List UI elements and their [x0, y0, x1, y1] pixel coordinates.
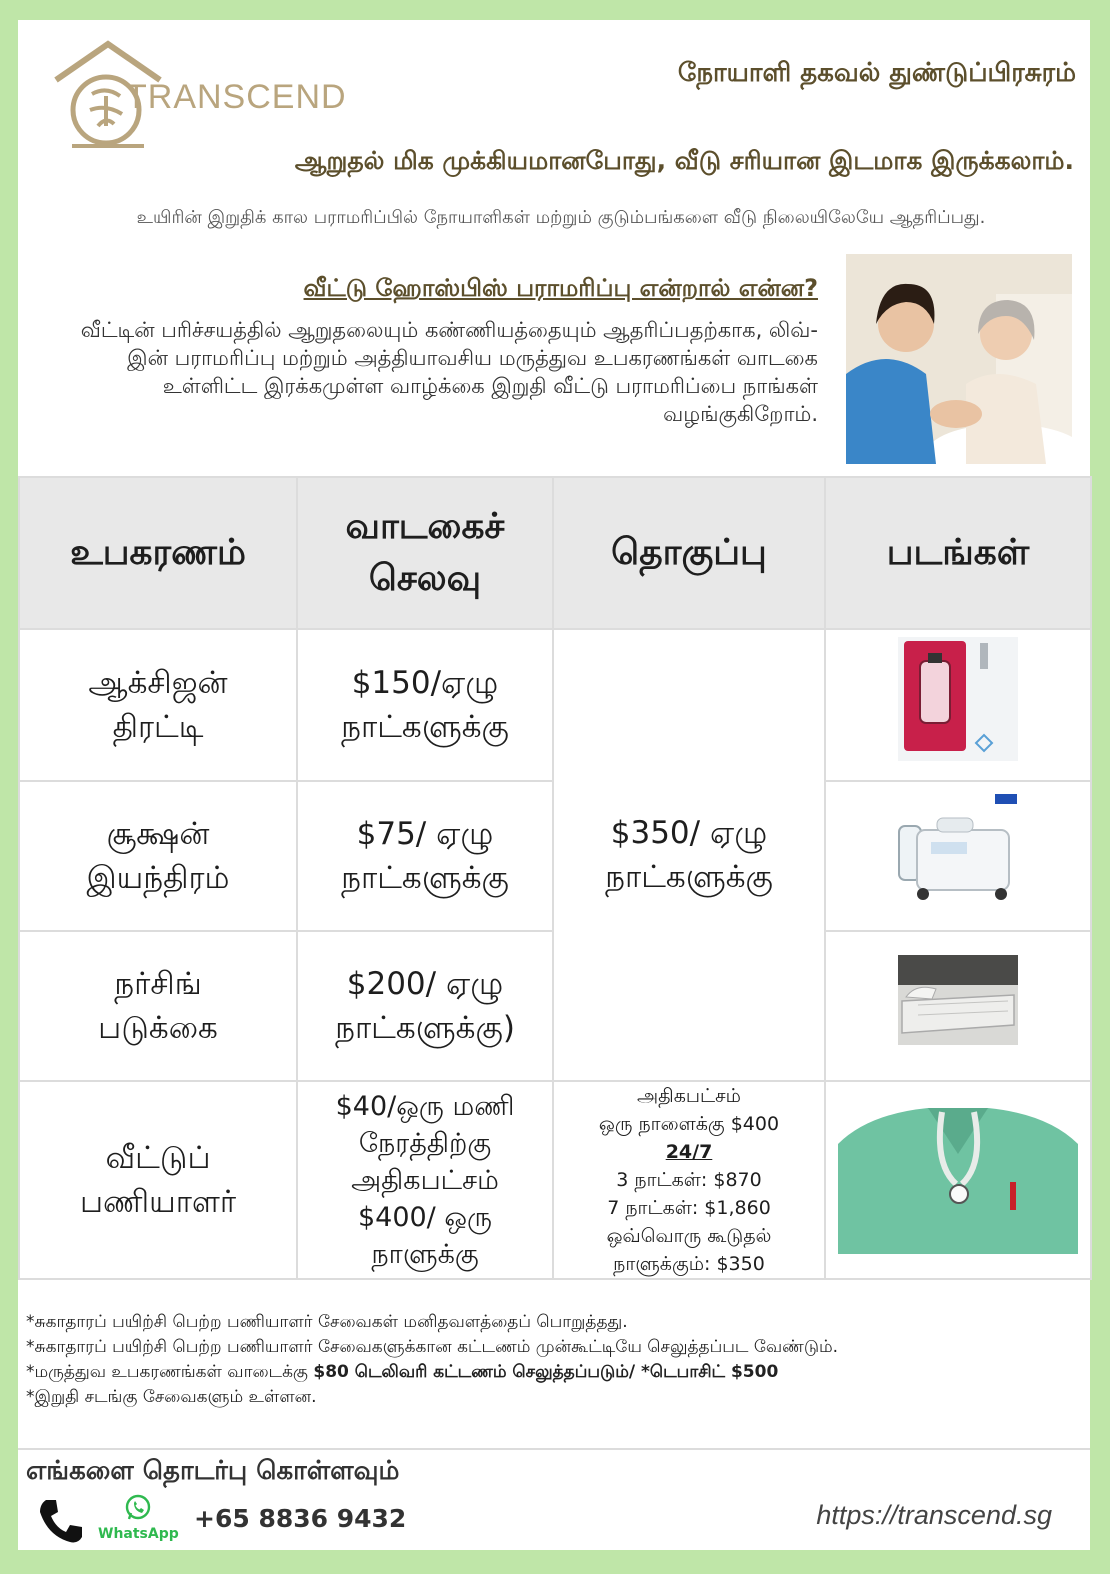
oxygen-concentrator-image — [825, 629, 1091, 781]
rental-price-text: $40/ஒரு மணி நேரத்திற்கு அதிகபட்சம் $400/ ஒரு நாளுக்கு — [335, 1090, 515, 1270]
equipment-name-text: சூக்ஷன் இயந்திரம் — [86, 816, 230, 896]
equipment-name-text: நர்சிங் படுக்கை — [98, 966, 218, 1046]
header-equipment: உபகரணம் — [19, 477, 297, 629]
suction-machine-image — [825, 781, 1091, 931]
divider — [18, 1448, 1090, 1450]
whatsapp-label: WhatsApp — [98, 1526, 179, 1542]
section-body: வீட்டின் பரிச்சயத்தில் ஆறுதலையும் கண்ணியத்தையும் ஆதரிப்பதற்காக, லிவ்-இன் பராமரிப்பு மற்றும் அத்தியாவசிய மருத்துவ உபகரணங்கள் வாடகை உள்ளிட்ட இரக்கமுள்ள வாழ்க்கை இறுதி வீட்டு பராமரிப்பை நாங்கள் வழங்குகிறோம். — [80, 318, 818, 426]
document-type: நோயாளி தகவல் துண்டுப்பிரசுரம் — [677, 58, 1076, 88]
suction-machine-icon — [893, 790, 1023, 910]
caregiver-icon — [838, 1094, 1078, 1254]
footnote-bold: $80 டெலிவரி கட்டணம் செலுத்தப்படும்/ *டெபாசிட் $500 — [313, 1362, 779, 1382]
website-link[interactable]: https://transcend.sg — [816, 1500, 1052, 1530]
price-3-days: 3 நாட்கள்: $870 — [616, 1169, 762, 1191]
rental-price — [297, 781, 553, 931]
equipment-name — [19, 629, 297, 781]
whatsapp-icon — [124, 1494, 152, 1522]
footnotes — [26, 1310, 1086, 1410]
equipment-name-text: வீட்டுப் பணியாளர் — [79, 1140, 237, 1220]
max-label: அதிகபட்சம் — [637, 1085, 741, 1107]
price-7-days: 7 நாட்கள்: $1,860 — [607, 1197, 771, 1219]
rental-price — [297, 931, 553, 1081]
oxygen-concentrator-icon — [898, 637, 1018, 761]
header-images: படங்கள் — [825, 477, 1091, 629]
equipment-name — [19, 1081, 297, 1279]
brand-name: TRANSCEND — [126, 78, 347, 116]
tagline: ஆறுதல் மிக முக்கியமானபோது, வீடு சரியான இடமாக இருக்கலாம். — [294, 146, 1074, 175]
bundle-price — [553, 629, 825, 1081]
rental-price-table — [18, 476, 1092, 1280]
whatsapp-link[interactable] — [98, 1494, 178, 1542]
equipment-name — [19, 781, 297, 931]
table-header-row — [19, 477, 1091, 629]
phone-number[interactable]: +65 8836 9432 — [194, 1504, 407, 1533]
rental-price-text: $75/ ஏழு நாட்களுக்கு — [341, 816, 509, 896]
footnote: *சுகாதாரப் பயிற்சி பெற்ற பணியாளர் சேவைகளுக்கான கட்டணம் முன்கூட்டியே செலுத்தப்பட வேண்டும். — [26, 1337, 839, 1357]
helper-bundle-prices — [553, 1081, 825, 1279]
price-extra-day — [554, 1222, 824, 1278]
nursing-bed-image — [825, 931, 1091, 1081]
full-time-label: 24/7 — [665, 1141, 713, 1163]
rental-price — [297, 629, 553, 781]
footnote: *சுகாதாரப் பயிற்சி பெற்ற பணியாளர் சேவைகள் மனிதவளத்தைப் பொறுத்தது. — [26, 1312, 628, 1332]
phone-icon[interactable] — [36, 1496, 86, 1546]
equipment-name — [19, 931, 297, 1081]
section-title: வீட்டு ஹோஸ்பிஸ் பராமரிப்பு என்றால் என்ன? — [303, 274, 818, 302]
table-row — [19, 629, 1091, 781]
price-extra-day-text: ஒவ்வொரு கூடுதல் நாளுக்கும்: $350 — [606, 1225, 772, 1275]
rental-price-text: $200/ ஏழு நாட்களுக்கு) — [335, 966, 515, 1046]
bundle-price-text: $350/ ஏழு நாட்களுக்கு — [605, 815, 773, 895]
table-row — [19, 1081, 1091, 1279]
caregiver-image — [825, 1081, 1091, 1279]
header-bundle: தொகுப்பு — [553, 477, 825, 629]
header-rental-label: வாடகைச் செலவு — [345, 506, 505, 599]
equipment-name-text: ஆக்சிஜன் திரட்டி — [88, 665, 228, 745]
rental-price — [297, 1081, 553, 1279]
contact-title: எங்களை தொடர்பு கொள்ளவும் — [26, 1456, 400, 1486]
brochure-page — [18, 20, 1090, 1550]
max-value: ஒரு நாளைக்கு $400 — [598, 1113, 780, 1135]
header-rental — [297, 477, 553, 629]
rental-price-text: $150/ஏழு நாட்களுக்கு — [341, 665, 509, 745]
intro-text: உயிரின் இறுதிக் கால பராமரிப்பில் நோயாளிகள் மற்றும் குடும்பங்களை வீடு நிலையிலேயே ஆதரிப்பது. — [136, 207, 986, 228]
footnote — [26, 1360, 1086, 1385]
footnote-text: *மருத்துவ உபகரணங்கள் வாடைக்கு — [26, 1362, 314, 1382]
nurse-patient-photo — [846, 254, 1072, 464]
footnote: *இறுதி சடங்கு சேவைகளும் உள்ளன. — [26, 1387, 317, 1407]
nursing-bed-icon — [898, 955, 1018, 1045]
